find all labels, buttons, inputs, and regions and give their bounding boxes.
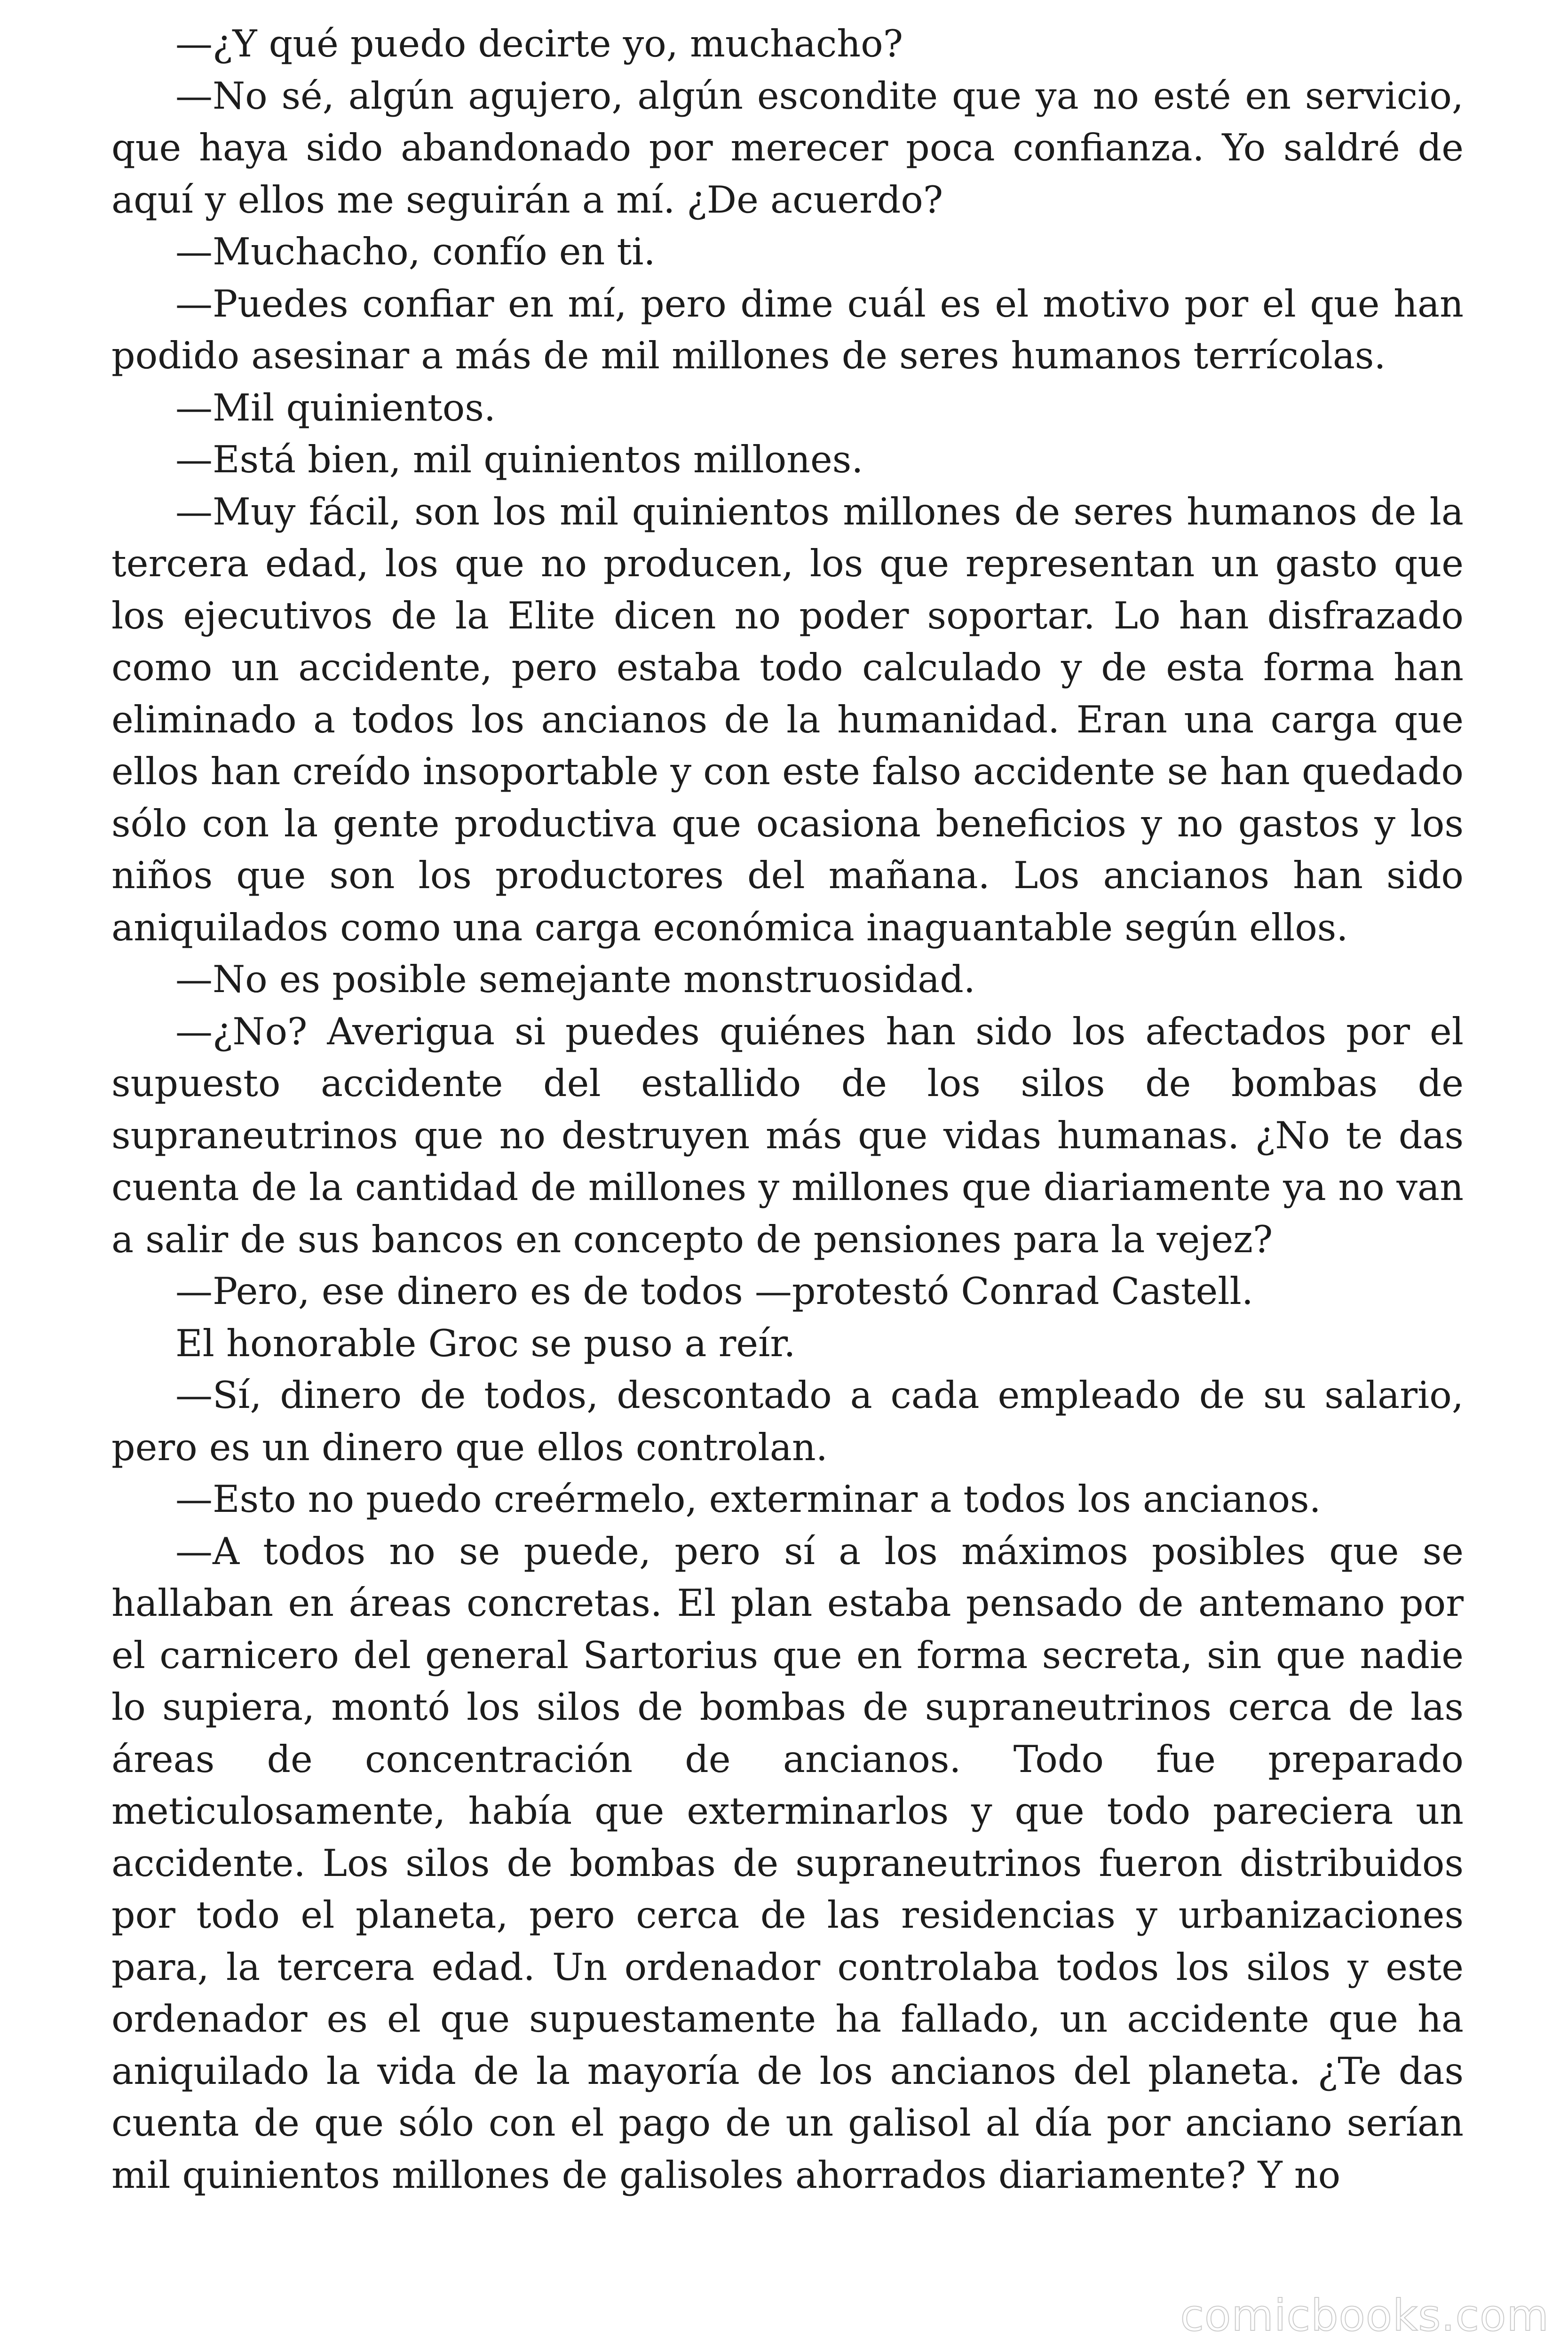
paragraph: —No sé, algún agujero, algún escondite que ya no esté en servicio, que haya sido abandonado por merecer poca confianza. Yo saldré de aquí y ellos me seguirán a mí. ¿De acuerdo?	[111, 74, 1464, 222]
paragraph: —Mil quinientos.	[175, 386, 496, 429]
paragraph: —Puedes confiar en mí, pero dime cuál es el motivo por el que han podido asesinar a más de mil millones de seres humanos terrícolas.	[111, 282, 1464, 377]
paragraph: —Muchacho, confío en ti.	[175, 230, 656, 273]
paragraph: —A todos no se puede, pero sí a los máximos posibles que se hallaban en áreas concretas. El plan estaba pensado de antemano por el carnicero del general Sartorius que en forma secreta, sin que nadie lo supiera, montó los silos de bombas de supraneutrinos cerca de las áreas de concentración de ancianos. Todo fue preparado meticulosamente, había que exterminarlos y que todo pareciera un accidente. Los silos de bombas de supraneutrinos fueron distribuidos por todo el planeta, pero cerca de las residencias y urbanizaciones para, la tercera edad. Un ordenador controlaba todos los silos y este ordenador es el que supuestamente ha fallado, un accidente que ha aniquilado la vida de la mayoría de los ancianos del planeta. ¿Te das cuenta de que sólo con el pago de un galisol al día por anciano serían mil quinientos millones de galisoles ahorrados diariamente? Y no	[111, 1529, 1464, 2197]
paragraph: —¿No? Averigua si puedes quiénes han sido los afectados por el supuesto accidente del estallido de los silos de bombas de supraneutrinos que no destruyen más que vidas humanas. ¿No te das cuenta de la cantidad de millones y millones que diariamente ya no van a salir de sus bancos en concepto de pensiones para la vejez?	[111, 1009, 1464, 1261]
paragraph: —Sí, dinero de todos, descontado a cada empleado de su salario, pero es un dinero que ellos controlan.	[111, 1374, 1464, 1469]
paragraph: —Esto no puedo creérmelo, exterminar a todos los ancianos.	[175, 1478, 1321, 1521]
watermark: comicbooks.com	[1180, 2290, 1549, 2341]
paragraph: —Está bien, mil quinientos millones.	[175, 438, 863, 481]
paragraph: —Muy fácil, son los mil quinientos millones de seres humanos de la tercera edad, los que no producen, los que representan un gasto que los ejecutivos de la Elite dicen no poder soportar. Lo han disfrazado como un accidente, pero estaba todo calculado y de esta forma han eliminado a todos los ancianos de la humanidad. Eran una carga que ellos han creído insoportable y con este falso accidente se han quedado sólo con la gente productiva que ocasiona beneficios y no gastos y los niños que son los productores del mañana. Los ancianos han sido aniquilados como una carga económica inaguantable según ellos.	[111, 490, 1464, 949]
page-text	[111, 18, 1464, 2201]
paragraph: El honorable Groc se puso a reír.	[175, 1321, 796, 1365]
paragraph: —No es posible semejante monstruosidad.	[175, 958, 975, 1001]
paragraph: —Pero, ese dinero es de todos —protestó Conrad Castell.	[175, 1270, 1253, 1313]
paragraph: —¿Y qué puedo decirte yo, muchacho?	[175, 22, 903, 65]
